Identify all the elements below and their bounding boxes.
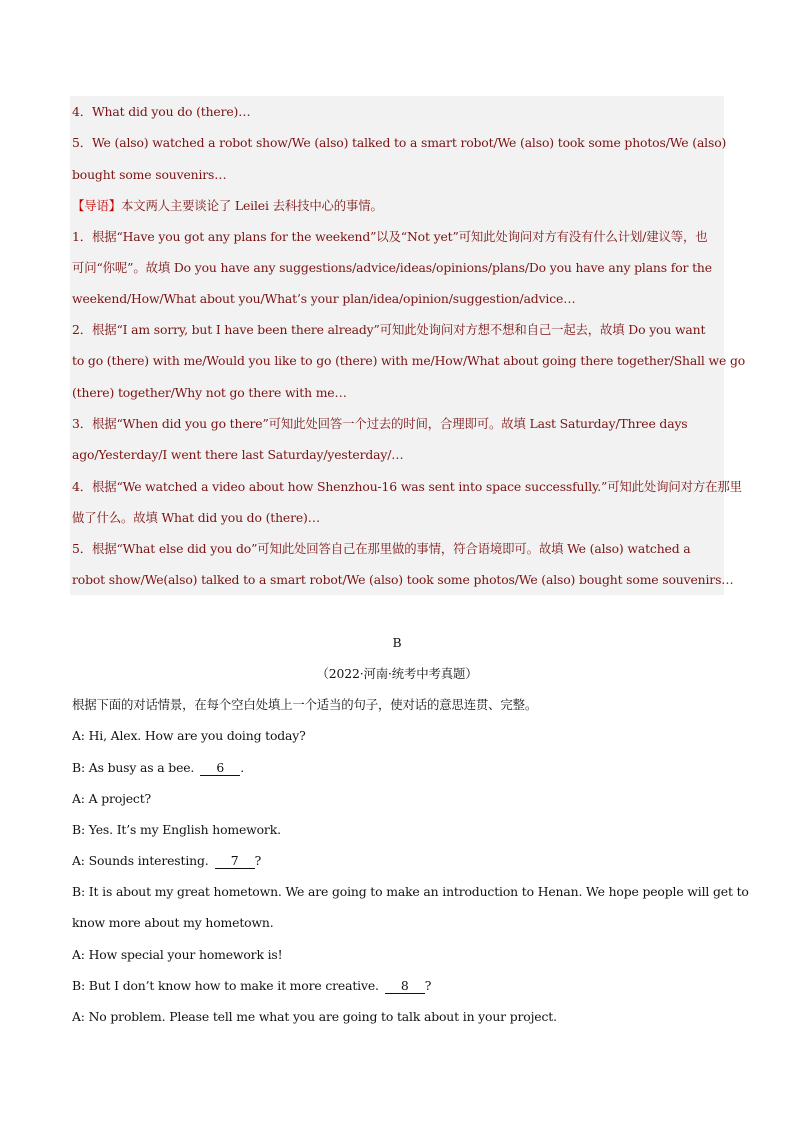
explanation-line: 1．根据“Have you got any plans for the weekend”以及“Not yet”可知此处询问对方有没有什么计划/建议等，也 xyxy=(72,229,708,244)
explanation-line: 4．根据“We watched a video about how Shenzhou-16 was sent into space successfully.”可知此处询问对方在那里 xyxy=(72,479,742,494)
explanation-line: 5．根据“What else did you do”可知此处回答自己在那里做的事情，符合语境即可。故填 We (also) watched a xyxy=(72,541,691,556)
answer-blank-7[interactable]: 7 xyxy=(215,854,255,869)
dialogue-line: A: How special your homework is! xyxy=(72,947,283,962)
instruction: 根据下面的对话情景，在每个空白处填上一个适当的句子，使对话的意思连贯、完整。 xyxy=(72,697,538,712)
answer-line-4: 4．What did you do (there)… xyxy=(72,104,251,119)
explanation-line: weekend/How/What about you/What’s your plan/idea/opinion/suggestion/advice… xyxy=(72,291,576,306)
dialogue-text: B: As busy as a bee. xyxy=(72,760,195,775)
dialogue-punct: . xyxy=(240,760,245,775)
explanation-line: 做了什么。故填 What did you do (there)… xyxy=(72,510,320,525)
explanation-line: 3．根据“When did you go there”可知此处回答一个过去的时间，合理即可。故填 Last Saturday/Three days xyxy=(72,416,688,431)
dialogue-line: B: It is about my great hometown. We are going to make an introduction to Henan. We hope people will get to xyxy=(72,884,749,899)
section-source: （2022·河南·统考中考真题） xyxy=(316,666,478,681)
dialogue-line xyxy=(72,759,724,777)
dialogue-punct: ? xyxy=(424,978,432,993)
explanation-line: ago/Yesterday/I went there last Saturday/yesterday/… xyxy=(72,447,404,462)
guide-line xyxy=(72,197,724,215)
section-title: B xyxy=(392,635,402,650)
explanation-line: 可问“你呢”。故填 Do you have any suggestions/advice/ideas/opinions/plans/Do you have any plans for the xyxy=(72,260,712,275)
guide-label: 【导语】 xyxy=(72,198,121,213)
dialogue-line xyxy=(72,977,724,995)
dialogue-line: B: Yes. It’s my English homework. xyxy=(72,822,281,837)
dialogue-line: A: A project? xyxy=(72,791,152,806)
explanation-line: to go (there) with me/Would you like to go (there) with me/How/What about going there together/Shall we go xyxy=(72,353,746,368)
explanation-line: (there) together/Why not go there with me… xyxy=(72,385,347,400)
explanation-line: 2．根据“I am sorry, but I have been there already”可知此处询问对方想不想和自己一起去，故填 Do you want xyxy=(72,322,706,337)
dialogue-text: A: Sounds interesting. xyxy=(72,853,209,868)
dialogue-line: know more about my hometown. xyxy=(72,915,274,930)
dialogue-line: A: Hi, Alex. How are you doing today? xyxy=(72,728,306,743)
dialogue-punct: ? xyxy=(254,853,262,868)
dialogue-text: B: But I don’t know how to make it more creative. xyxy=(72,978,379,993)
answer-blank-6[interactable]: 6 xyxy=(200,761,240,776)
answer-blank-8[interactable]: 8 xyxy=(385,979,425,994)
dialogue-line: A: No problem. Please tell me what you are going to talk about in your project. xyxy=(72,1009,557,1024)
answer-line-5-cont: bought some souvenirs… xyxy=(72,167,227,182)
explanation-line: robot show/We(also) talked to a smart robot/We (also) took some photos/We (also) bought some souvenirs… xyxy=(72,572,734,587)
answer-line-5: 5．We (also) watched a robot show/We (also) talked to a smart robot/We (also) took some photos/We (also) xyxy=(72,135,727,150)
guide-text: 本文两人主要谈论了 Leilei 去科技中心的事情。 xyxy=(120,198,383,213)
dialogue-line xyxy=(72,852,724,870)
